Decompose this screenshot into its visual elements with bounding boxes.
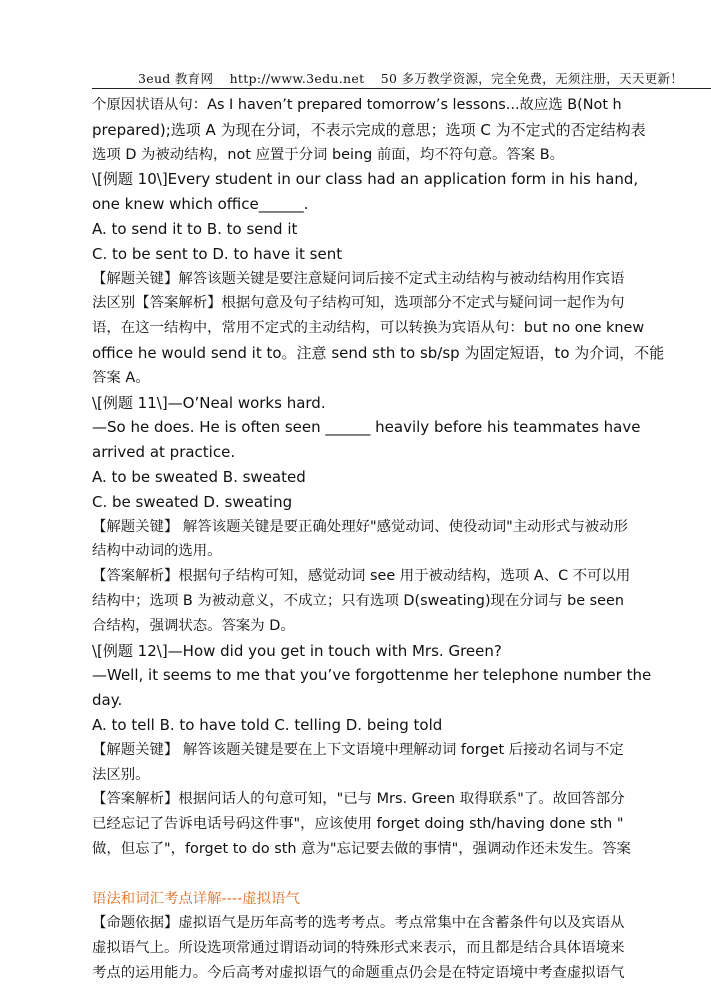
- text-line: day.: [92, 691, 123, 710]
- text-line: 答案 A。: [92, 369, 150, 386]
- text-line: prepared);选项 A 为现在分词，不表示完成的意思；选项 C 为不定式的否定结构表: [92, 120, 646, 139]
- text-line: —Well, it seems to me that you’ve forgottenme her telephone number the: [92, 666, 652, 685]
- text-line: 【答案解析】根据问话人的句意可知，"已与 Mrs. Green 取得联系"了。故回答部分: [92, 791, 625, 808]
- text-line: A. to send it to B. to send it: [92, 219, 298, 238]
- text-line: arrived at practice.: [92, 443, 236, 462]
- text-line: C. be sweated D. sweating: [92, 492, 293, 511]
- text-line: 合结构，强调状态。答案为 D。: [92, 617, 295, 634]
- text-line: 【解题关键】 解答该题关键是要正确处理好"感觉动词、使役动词"主动形式与被动形: [92, 518, 628, 535]
- text-line: 选项 D 为被动结构，not 应置于分词 being 前面，均不符句意。答案 B。: [92, 146, 564, 163]
- site-url[interactable]: http://www.3edu.net: [229, 71, 365, 86]
- site-name: 3eud 教育网: [138, 71, 214, 86]
- text-line: 虚拟语气上。所设选项常通过谓语动词的特殊形式来表示，而且都是结合具体语境来: [92, 940, 625, 957]
- text-line: 【答案解析】根据句子结构可知，感觉动词 see 用于被动结构，选项 A、C 不可以用: [92, 568, 631, 585]
- text-line: 结构中；选项 B 为被动意义，不成立；只有选项 D(sweating)现在分词与 be seen: [92, 592, 624, 609]
- text-line: 已经忘记了告诉电话号码这件事"，应该使用 forget doing sth/having done sth ": [92, 816, 624, 833]
- text-line: 【命题依据】虚拟语气是历年高考的选考考点。考点常集中在含蓄条件句以及宾语从: [92, 915, 625, 932]
- text-line: A. to be sweated B. sweated: [92, 467, 306, 486]
- text-line: 【解题关键】解答该题关键是要注意疑问词后接不定式主动结构与被动结构用作宾语: [92, 270, 625, 287]
- text-line: 结构中动词的选用。: [92, 543, 222, 560]
- text-line: \[例题 10\]Every student in our class had an application form in his hand,: [92, 170, 639, 189]
- body-lines: [92, 93, 711, 862]
- page-header: [138, 69, 683, 87]
- text-line: 法区别【答案解析】根据句意及句子结构可知，选项部分不定式与疑问词一起作为句: [92, 295, 625, 312]
- text-line: \[例题 11\]—O’Neal works hard.: [92, 393, 326, 412]
- text-line: 法区别。: [92, 766, 150, 783]
- header-rule: [92, 88, 711, 89]
- text-line: —So he does. He is often seen ______ heavily before his teammates have: [92, 418, 641, 437]
- document-body: [92, 93, 711, 986]
- site-slogan: 50 多万教学资源，完全免费，无须注册，天天更新！: [380, 71, 684, 86]
- section-heading: 语法和词汇考点详解----虚拟语气: [92, 890, 300, 907]
- blank-spacer: [92, 862, 711, 887]
- text-line: 考点的运用能力。今后高考对虚拟语气的命题重点仍会是在特定语境中考查虚拟语气: [92, 964, 625, 981]
- text-line: 语，在这一结构中，常用不定式的主动结构，可以转换为宾语从句：but no one knew: [92, 320, 645, 337]
- text-line: C. to be sent to D. to have it sent: [92, 244, 343, 263]
- text-line: 个原因状语从句：As I haven’t prepared tomorrow’s lessons...故应选 B(Not h: [92, 97, 622, 113]
- text-line: A. to tell B. to have told C. telling D. being told: [92, 715, 443, 734]
- tail-lines: [92, 911, 711, 985]
- text-line: \[例题 12\]—How did you get in touch with Mrs. Green?: [92, 641, 502, 660]
- text-line: 做，但忘了"，forget to do sth 意为"忘记要去做的事情"，强调动作还未发生。答案: [92, 840, 631, 857]
- text-line: office he would send it to。注意 send sth to sb/sp 为固定短语，to 为介词，不能: [92, 343, 665, 362]
- text-line: one knew which office______.: [92, 195, 309, 214]
- text-line: 【解题关键】 解答该题关键是要在上下文语境中理解动词 forget 后接动名词与不定: [92, 741, 624, 758]
